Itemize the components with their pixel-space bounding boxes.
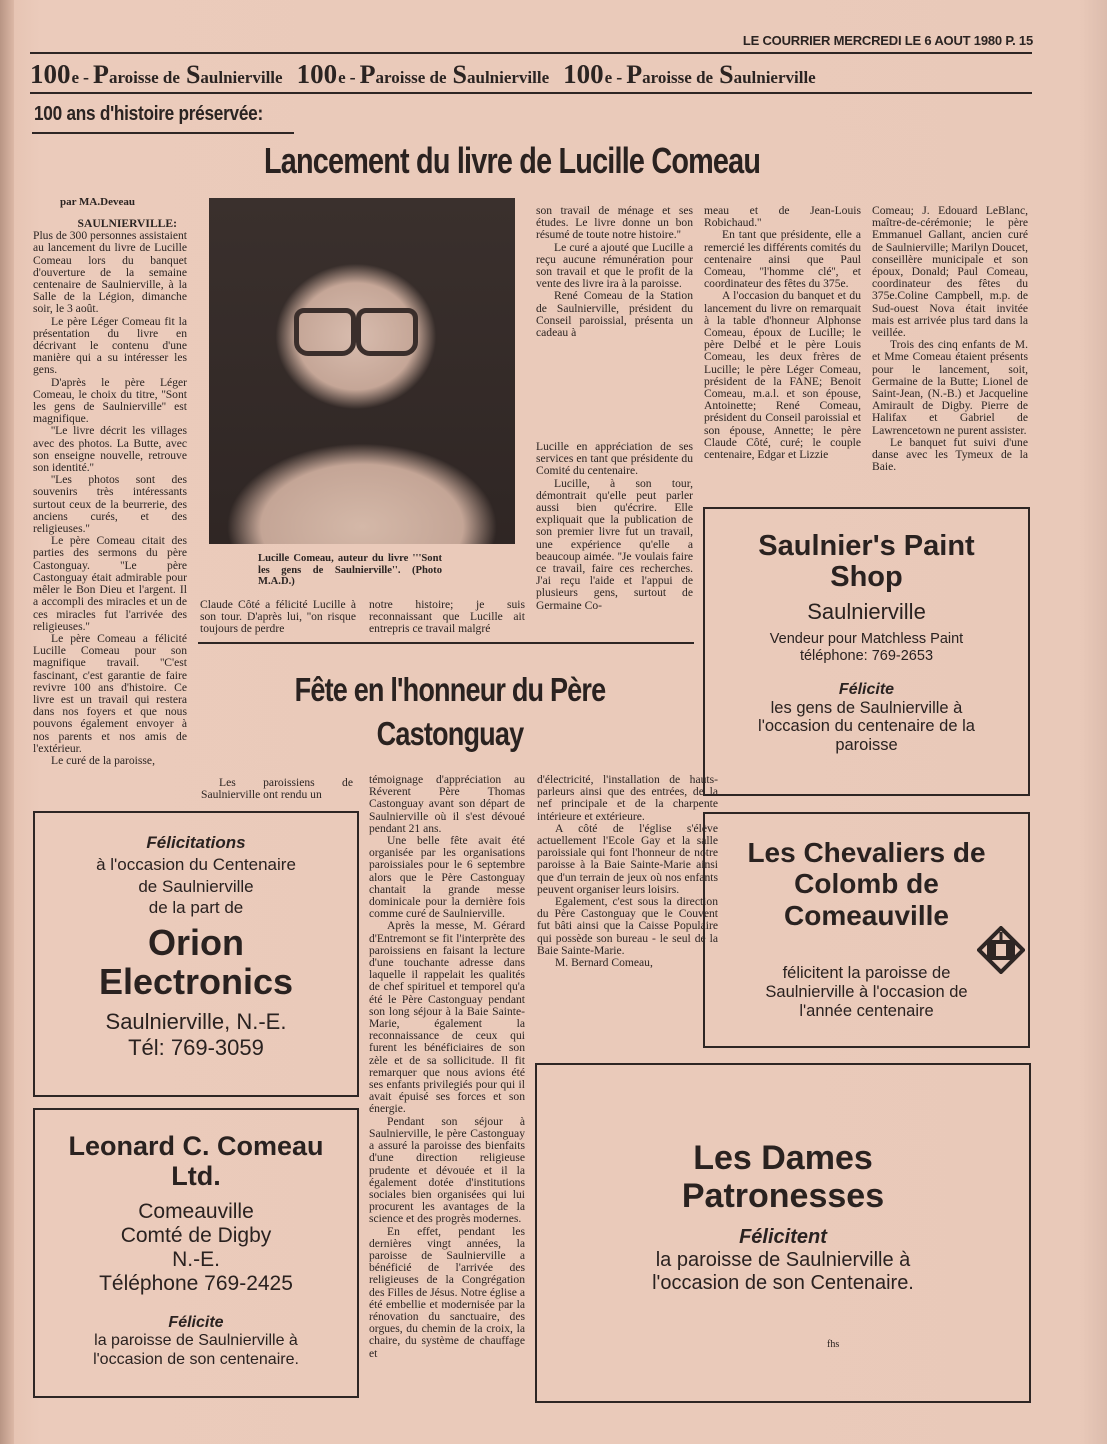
banner-text: aulnierville: [733, 68, 816, 87]
paragraph: Plus de 300 personnes assistaient au lancement du livre de Lucille Comeau lors du banquet d'ouverture de la semaine centenaire de Saulnierville, à la Salle de la Légion, dimanche soir, le 3 août.: [33, 229, 187, 316]
paragraph: Le curé a ajouté que Lucille a reçu aucune rémunération pour son travail et que le profit de la vente des livre ira à la paroisse.: [536, 240, 693, 291]
banner-separator: -: [616, 67, 623, 87]
paragraph: Comeau; J. Edouard LeBlanc, maître-de-cérémonie; le père Emmanuel Gallant, ancien curé de Saulnierville; Marilyn Doucet, conseillère municipale et son époux, Donald; Paul Comeau, coordinateur des fêtes du 375e.Coline Campbell, m.p. de Sud-ouest Nova était invitée mais est arrivée plus tard dans la veillée.: [872, 204, 1028, 340]
ad-verb: Félicite: [168, 1314, 224, 1332]
paragraph: meau et de Jean-Louis Robichaud.'': [704, 204, 861, 230]
article2-column-1: [201, 777, 353, 801]
photo-glasses: [294, 308, 419, 348]
paragraph: En tant que présidente, elle a remercié les différents comités du centenaire ainsi que Paul Comeau, ''l'homme clé'', et coordinateur des fêtes du 375e.: [704, 228, 861, 291]
paragraph: Le père Comeau a félicité Lucille Comeau pour son magnifique travail. ''C'est fascinant, c'est garantie de faire revivre 100 ans d'histoire. Ce livre est un travail qui restera dans nos foyers et que nous pouvons également envoyer à nos parents et nos amis de l'extérieur.: [33, 631, 187, 755]
banner-text: aroisse de: [642, 68, 714, 87]
ad-town: Saulnierville: [807, 598, 926, 624]
ad-message: félicitent la paroisse de: [782, 964, 951, 983]
ad-phone: téléphone: 769-2653: [799, 647, 934, 664]
article1-column-2b: [369, 599, 525, 636]
ad-phone: Téléphone 769-2425: [99, 1272, 293, 1296]
ad-message: la paroisse de Saulnierville à: [94, 1332, 298, 1350]
banner-text: aroisse de: [108, 68, 180, 87]
ad-town: Saulnierville, N.-E.: [105, 1009, 287, 1035]
ad-title: Patronesses: [681, 1176, 885, 1215]
article2-column-3: [537, 774, 718, 969]
ad-message: l'occasion de son centenaire.: [93, 1350, 299, 1368]
article1-column-1: [33, 218, 187, 767]
ad-line: de la part de: [148, 898, 244, 918]
ad-title: Comeauville: [784, 899, 949, 931]
centenary-banner: [30, 56, 1030, 90]
paragraph: A l'occasion du banquet et du lancement du livre on remarquait à la table d'honneur Alphonse Comeau, époux de Lucille; le père Delbé et le père Louis Comeau, les deux frères de Lucille; le père Léger Comeau, président de la FANE; Benoit Comeau, m.a.l. et son épouse, Antoinette; René Comeau, président du Conseil paroissial et son épouse, Annette; le père Claude Côté, curé; le couple centenaire, Edgar et Lizzie: [704, 289, 861, 462]
paragraph: ''Le livre décrit les villages avec des photos. La Butte, avec son enseigne nouvelle, retrouve son identité.'': [33, 424, 187, 475]
banner-number: 100: [30, 59, 71, 89]
article-headline: Lancement du livre de Lucille Comeau: [264, 140, 761, 181]
ad-message: l'occasion de son Centenaire.: [652, 1272, 914, 1295]
paragraph: Pendant son séjour à Saulnierville, le père Castonguay a assuré la paroisse des bienfaits d'une direction religieuse prudente et dévouée et il la également dotée d'institutions sociales bien organisées qui lui procurent les avantages de la science et des progrès modernes.: [369, 1114, 525, 1226]
paragraph: En effet, pendant les dernières vingt années, la paroisse de Saulnierville a bénéficié de l'arrivée des religieuses de la Congrégation des Filles de Jésus. Notre église a été embellie et modernisée par la rénovation du sanctuaire, des orgues, du chemin de la croix, la chaire, du système de chauffage et: [369, 1224, 525, 1360]
banner-unit: [563, 59, 816, 90]
ad-chevaliers-de-colomb: [703, 812, 1030, 1048]
paragraph: ''Les photos sont des souvenirs très intéressants surtout ceux de la beurrerie, des anciens curés, et des religieuses.'': [33, 473, 187, 536]
ad-title: Les Dames: [693, 1139, 873, 1177]
banner-number: 100: [296, 59, 338, 89]
paragraph: Les paroissiens de Saulnierville ont rendu un: [201, 776, 353, 802]
banner-initial: P: [93, 60, 109, 89]
ad-line: de Saulnierville: [138, 876, 254, 896]
paragraph: Une belle fête avait été organisée par les organisations paroissiales pour le 6 septembre alors que le Père Castonguay chantait la grande messe dominicale pour la dernière fois comme curé de Saulnierville.: [369, 834, 525, 921]
ad-line: N.-E.: [172, 1247, 220, 1271]
banner-bottom-rule: [30, 92, 1032, 94]
ad-line: Comeauville: [138, 1199, 254, 1223]
article1-column-5: [872, 205, 1028, 473]
banner-initial: P: [359, 60, 376, 89]
paragraph: Le curé de la paroisse,: [51, 753, 155, 767]
knights-of-columbus-emblem-icon: [977, 926, 1025, 974]
paragraph: Lucille en appréciation de ses services en tant que présidente du Comité du centenaire.: [536, 440, 693, 478]
ad-line: à l'occasion du Centenaire: [96, 855, 296, 874]
banner-number: 100: [563, 59, 604, 89]
ad-title: Orion: [148, 921, 244, 963]
article-separator-rule: [198, 642, 694, 644]
article2-headline: [286, 668, 614, 756]
paragraph: D'après le père Léger Comeau, le choix du titre, ''Sont les gens de Saulnierville'' est magnifique.: [33, 375, 187, 426]
banner-separator: -: [349, 67, 356, 87]
banner-suffix: e: [338, 68, 346, 87]
kicker-heading: 100 ans d'histoire préservée:: [34, 103, 263, 125]
paragraph: d'électricité, l'installation de hauts-parleurs ainsi que des entrées, de la nef principale et de la charpente intérieure et extérieure.: [537, 773, 718, 823]
ad-message: l'occasion du centenaire de la: [758, 717, 975, 736]
folio-line: LE COURRIER MERCREDI LE 6 AOUT 1980 P. 15: [742, 33, 1033, 48]
article2-headline-line1: Fête en l'honneur du Père: [294, 671, 606, 708]
dateline: SAULNIERVILLE:: [77, 217, 177, 230]
article2-headline-line2: Castonguay: [376, 715, 524, 752]
paragraph: Lucille, à son tour, démontrait qu'elle peut parler aussi bien qu'écrire. Elle expliquait que la publication de son premier livre fut un travail, une expérience qu'elle a beaucoup aimée. ''Je voulais faire ce travail, faire ces recherches. J'ai reçu l'aide et l'appui de plusieurs gens, surtout de Germaine Co-: [536, 476, 693, 612]
paragraph: témoignage d'appréciation au Réverent Père Thomas Castonguay avant son départ de Saulnierville où il s'est dévoué pendant 21 ans.: [369, 773, 525, 835]
article1-column-3b: [536, 441, 693, 612]
ad-line: Comté de Digby: [120, 1223, 272, 1247]
banner-initial: S: [185, 60, 201, 89]
paragraph: Le père Comeau citait des parties des sermons du père Castonguay. ''Le père Castonguay était admirable pour mêler le Bon Dieu et l'argent. Il a accompli des miracles et un de ces miracles fut l'arrivée des religieuses.'': [33, 534, 187, 633]
byline: par MA.Deveau: [60, 196, 135, 208]
ad-title: Les Chevaliers de: [747, 837, 986, 868]
banner-initial: S: [452, 60, 467, 89]
paragraph: René Comeau de la Station de Saulnierville, président du Conseil paroissial, présenta un cadeau à: [536, 289, 693, 340]
ad-title: Ltd.: [171, 1161, 221, 1192]
ad-title: Electronics: [98, 961, 294, 1003]
paragraph: M. Bernard Comeau,: [555, 956, 653, 970]
paragraph: Après la messe, M. Gérard d'Entremont se fit l'interprète des paroissiens en faisant la lecture d'une touchante adresse dans laquelle il rappelait les qualités de chef spirituel et temporel qu'a été le Père Castonguay pendant son long séjour à la Baie Sainte-Marie, également la reconnaissance de ceux qui furent les bénéficiaires de son zèle et de sa sollicitude. Il fit remarquer que nous avions été ses enfants privilegiés pour qui il avait épuisé ses forces et son énergie.: [369, 919, 525, 1116]
ad-title: Shop: [830, 561, 903, 594]
photo-caption: Lucille Comeau, auteur du livre '''Sont les gens de Saulnierville''. (Photo M.A.D.): [258, 553, 442, 587]
ad-orion-electronics: [33, 811, 359, 1097]
paragraph: Claude Côté a félicité Lucille à son tour. D'après lui, ''on risque toujours de perdre: [200, 598, 356, 636]
ad-title: Leonard C. Comeau: [68, 1131, 324, 1161]
ad-title: Saulnier's Paint: [758, 530, 975, 562]
ad-message: paroisse: [835, 736, 898, 755]
paragraph: Le père Léger Comeau fit la présentation du livre en décrivant le contenu d'une manière qui a su intéresser les gens.: [33, 314, 187, 377]
ad-verb: Félicitent: [739, 1226, 827, 1249]
banner-separator: -: [83, 67, 90, 87]
ad-phone: Tél: 769-3059: [128, 1034, 264, 1060]
ad-verb: Félicite: [838, 680, 895, 698]
portrait-photo: [209, 198, 515, 544]
article1-column-2a: [200, 599, 356, 636]
ad-line: Vendeur pour Matchless Paint: [769, 631, 964, 648]
ad-message: la paroisse de Saulnierville à: [655, 1249, 911, 1272]
article1-column-3: [536, 205, 693, 339]
ad-verb: Félicitations: [146, 833, 246, 852]
paragraph: notre histoire; je suis reconnaissant que Lucille ait entrepris ce travail malgré: [369, 598, 525, 636]
banner-suffix: e: [71, 68, 80, 87]
printer-mark: fhs: [827, 1339, 840, 1350]
kicker-rule: [32, 132, 294, 134]
ad-saulniers-paint-shop: [703, 507, 1030, 796]
banner-unit: [30, 59, 283, 90]
banner-unit: [297, 59, 550, 90]
banner-text: aulnierville: [200, 68, 283, 87]
banner-suffix: e: [604, 68, 613, 87]
ad-leonard-c-comeau: [33, 1108, 359, 1398]
ad-message: les gens de Saulnierville à: [770, 698, 963, 717]
paragraph: Le banquet fut suivi d'une danse avec les Tymeux de la Baie.: [872, 435, 1028, 474]
banner-initial: S: [719, 60, 734, 89]
banner-initial: P: [626, 60, 643, 89]
banner-text: aroisse de: [375, 68, 447, 87]
ad-message: Saulnierville à l'occasion de: [765, 983, 968, 1002]
article1-column-4: [704, 205, 861, 461]
paragraph: son travail de ménage et ses études. Le livre donne un bon résumé de toute notre histoire.'': [536, 204, 693, 242]
ad-les-dames-patronesses: [535, 1063, 1031, 1403]
page-edge: [0, 0, 14, 1444]
paragraph: Trois des cinq enfants de M. et Mme Comeau étaient présents pour le lancement, soit, Germaine de la Butte; Lionel de Saint-Jean, (N.-B.) et Jacqueline Amirault de Digby. Pierre de Halifax et Gabriel de Lawrencetown ne purent assister.: [872, 338, 1028, 437]
banner-text: aulnierville: [466, 68, 550, 87]
paragraph: A côté de l'église s'élève actuellement l'Ecole Gay et la salle paroissiale qui font l'honneur de notre paroisse à la Baie Sainte-Marie ainsi que d'un terrain de jeux où nos enfants peuvent organiser leurs loisirs.: [537, 821, 718, 896]
ad-title: Colomb de: [794, 868, 939, 900]
article2-column-2: [369, 774, 525, 1360]
ad-message: l'année centenaire: [799, 1002, 934, 1021]
banner-top-rule: [30, 52, 1032, 54]
paragraph: Egalement, c'est sous la direction du Père Castonguay que le Couvent fut bâti ainsi que la Caisse Populaire qui possède son bureau - le seul de la Baie Sainte-Marie.: [537, 895, 718, 957]
